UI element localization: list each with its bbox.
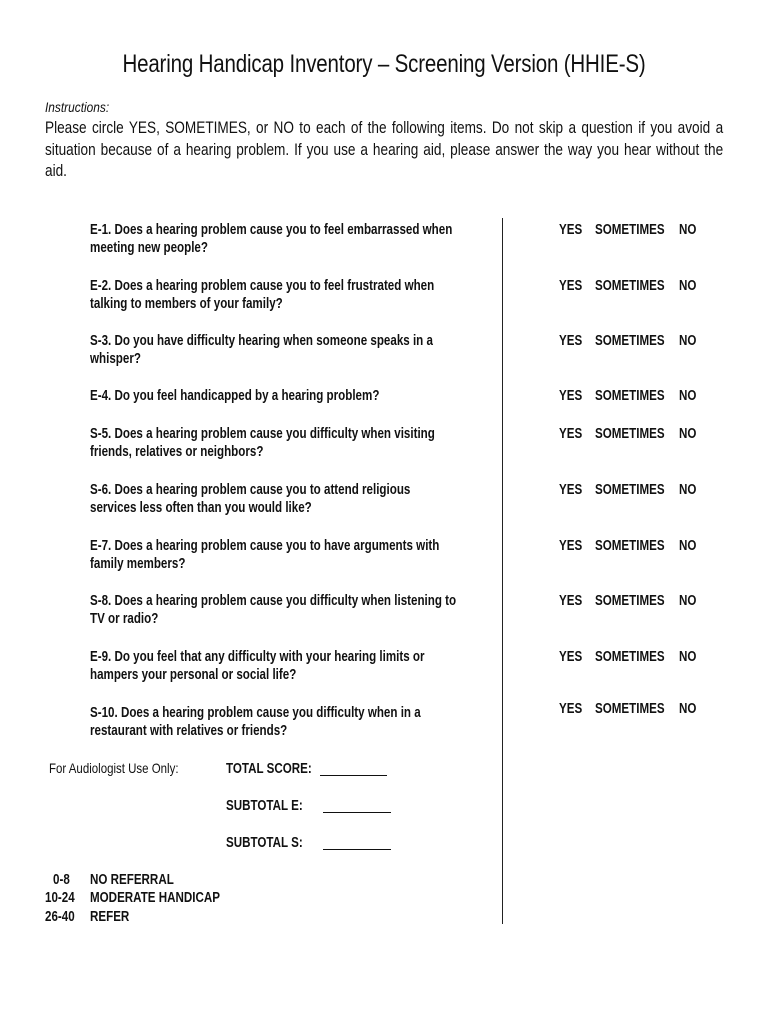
answer-no-q4[interactable]: NO <box>679 388 697 404</box>
answer-no-q9[interactable]: NO <box>679 649 697 665</box>
question-s8: S-8. Does a hearing problem cause you difficulty when listening to TV or radio? <box>90 593 457 627</box>
question-e4: E-4. Do you feel handicapped by a hearing problem? <box>90 388 380 404</box>
instructions-label: Instructions: <box>45 99 110 115</box>
answer-no-q5[interactable]: NO <box>679 426 697 442</box>
answer-no-q10[interactable]: NO <box>679 701 697 717</box>
subtotal-e-blank[interactable] <box>323 812 391 813</box>
total-score-blank[interactable] <box>320 775 387 776</box>
answer-yes-q4[interactable]: YES <box>559 388 583 404</box>
answer-no-q6[interactable]: NO <box>679 482 697 498</box>
question-e1: E-1. Does a hearing problem cause you to feel embarrassed when meeting new people? <box>90 222 453 256</box>
question-s10: S-10. Does a hearing problem cause you difficulty when in a restaurant with relatives or friends? <box>90 705 421 739</box>
form-title: Hearing Handicap Inventory – Screening Version (HHIE-S) <box>122 50 646 78</box>
answer-yes-q9[interactable]: YES <box>559 649 583 665</box>
answer-yes-q3[interactable]: YES <box>559 333 583 349</box>
answer-sometimes-q3[interactable]: SOMETIMES <box>595 333 665 349</box>
answer-sometimes-q6[interactable]: SOMETIMES <box>595 482 665 498</box>
answer-sometimes-q10[interactable]: SOMETIMES <box>595 701 665 717</box>
question-s6: S-6. Does a hearing problem cause you to attend religious services less often than you would like? <box>90 482 411 516</box>
answer-yes-q8[interactable]: YES <box>559 593 583 609</box>
answer-no-q1[interactable]: NO <box>679 222 697 238</box>
audiologist-use-label: For Audiologist Use Only: <box>49 760 179 776</box>
subtotal-s-label: SUBTOTAL S: <box>226 835 303 851</box>
answer-yes-q7[interactable]: YES <box>559 538 583 554</box>
range-label: MODERATE HANDICAP <box>90 890 220 906</box>
answer-sometimes-q4[interactable]: SOMETIMES <box>595 388 665 404</box>
answer-yes-q6[interactable]: YES <box>559 482 583 498</box>
range-label: REFER <box>90 909 130 925</box>
answer-sometimes-q5[interactable]: SOMETIMES <box>595 426 665 442</box>
answer-yes-q2[interactable]: YES <box>559 278 583 294</box>
answer-yes-q1[interactable]: YES <box>559 222 583 238</box>
question-e7: E-7. Does a hearing problem cause you to have arguments with family members? <box>90 538 440 572</box>
question-e9: E-9. Do you feel that any difficulty with your hearing limits or hampers your personal or social life? <box>90 649 425 683</box>
answer-no-q3[interactable]: NO <box>679 333 697 349</box>
answer-sometimes-q2[interactable]: SOMETIMES <box>595 278 665 294</box>
answer-sometimes-q8[interactable]: SOMETIMES <box>595 593 665 609</box>
range-label: NO REFERRAL <box>90 872 174 888</box>
answer-no-q2[interactable]: NO <box>679 278 697 294</box>
subtotal-s-blank[interactable] <box>323 849 391 850</box>
subtotal-e-label: SUBTOTAL E: <box>226 798 303 814</box>
answer-sometimes-q1[interactable]: SOMETIMES <box>595 222 665 238</box>
column-divider <box>502 218 503 924</box>
answer-yes-q5[interactable]: YES <box>559 426 583 442</box>
answer-yes-q10[interactable]: YES <box>559 701 583 717</box>
question-e2: E-2. Does a hearing problem cause you to feel frustrated when talking to members of your family? <box>90 278 435 312</box>
question-s3: S-3. Do you have difficulty hearing when someone speaks in a whisper? <box>90 333 433 367</box>
question-s5: S-5. Does a hearing problem cause you difficulty when visiting friends, relatives or neighbors? <box>90 426 435 460</box>
range-value: 10-24 <box>45 890 75 906</box>
answer-sometimes-q7[interactable]: SOMETIMES <box>595 538 665 554</box>
instructions-text: Please circle YES, SOMETIMES, or NO to each of the following items. Do not skip a question if you avoid a situation because of a hearing problem. If you use a hearing aid, please answer the way you hear without the aid. <box>45 119 724 180</box>
answer-no-q8[interactable]: NO <box>679 593 697 609</box>
answer-sometimes-q9[interactable]: SOMETIMES <box>595 649 665 665</box>
total-score-label: TOTAL SCORE: <box>226 761 312 777</box>
range-value: 0-8 <box>53 872 70 888</box>
range-value: 26-40 <box>45 909 75 925</box>
answer-no-q7[interactable]: NO <box>679 538 697 554</box>
